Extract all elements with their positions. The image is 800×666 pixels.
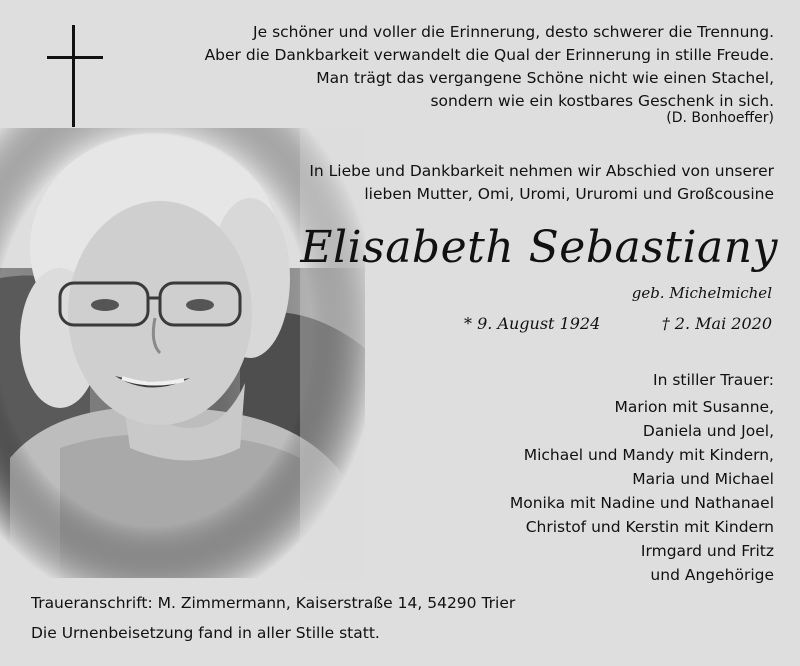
mourners-list	[510, 368, 774, 587]
quote-line: Aber die Dankbarkeit verwandelt die Qual der Erinnerung in stille Freude.	[204, 46, 774, 64]
mourners-heading: In stiller Trauer:	[653, 371, 774, 389]
quote-line: sondern wie ein kostbares Geschenk in sich.	[430, 92, 774, 110]
maiden-name: geb. Michelmichel	[631, 284, 772, 302]
intro-line: In Liebe und Dankbarkeit nehmen wir Abschied von unserer	[309, 162, 774, 180]
quote-line: Man trägt das vergangene Schöne nicht wie einen Stachel,	[316, 69, 774, 87]
mourner-name: und Angehörige	[650, 566, 774, 584]
cross-icon	[47, 25, 103, 127]
quote-line: Je schöner und voller die Erinnerung, desto schwerer die Trennung.	[253, 23, 774, 41]
mourner-name: Monika mit Nadine und Nathanael	[509, 494, 774, 512]
mourner-name: Maria und Michael	[632, 470, 774, 488]
birth-date: * 9. August 1924	[464, 314, 601, 333]
mourner-name: Michael und Mandy mit Kindern,	[523, 446, 774, 464]
deceased-name: Elisabeth Sebastiany	[300, 222, 778, 273]
burial-note: Die Urnenbeisetzung fand in aller Stille statt.	[31, 624, 380, 642]
intro-line: lieben Mutter, Omi, Uromi, Ururomi und Großcousine	[364, 185, 774, 203]
quote-source: (D. Bonhoeffer)	[666, 110, 774, 126]
farewell-intro	[309, 160, 774, 206]
death-date: † 2. Mai 2020	[661, 314, 772, 333]
mourner-name: Irmgard und Fritz	[640, 542, 774, 560]
mourning-address: Traueranschrift: M. Zimmermann, Kaiserstraße 14, 54290 Trier	[31, 594, 516, 612]
mourner-name: Daniela und Joel,	[642, 422, 774, 440]
mourner-name: Christof und Kerstin mit Kindern	[525, 518, 774, 536]
memorial-quote	[205, 21, 774, 113]
mourner-name: Marion mit Susanne,	[614, 398, 774, 416]
